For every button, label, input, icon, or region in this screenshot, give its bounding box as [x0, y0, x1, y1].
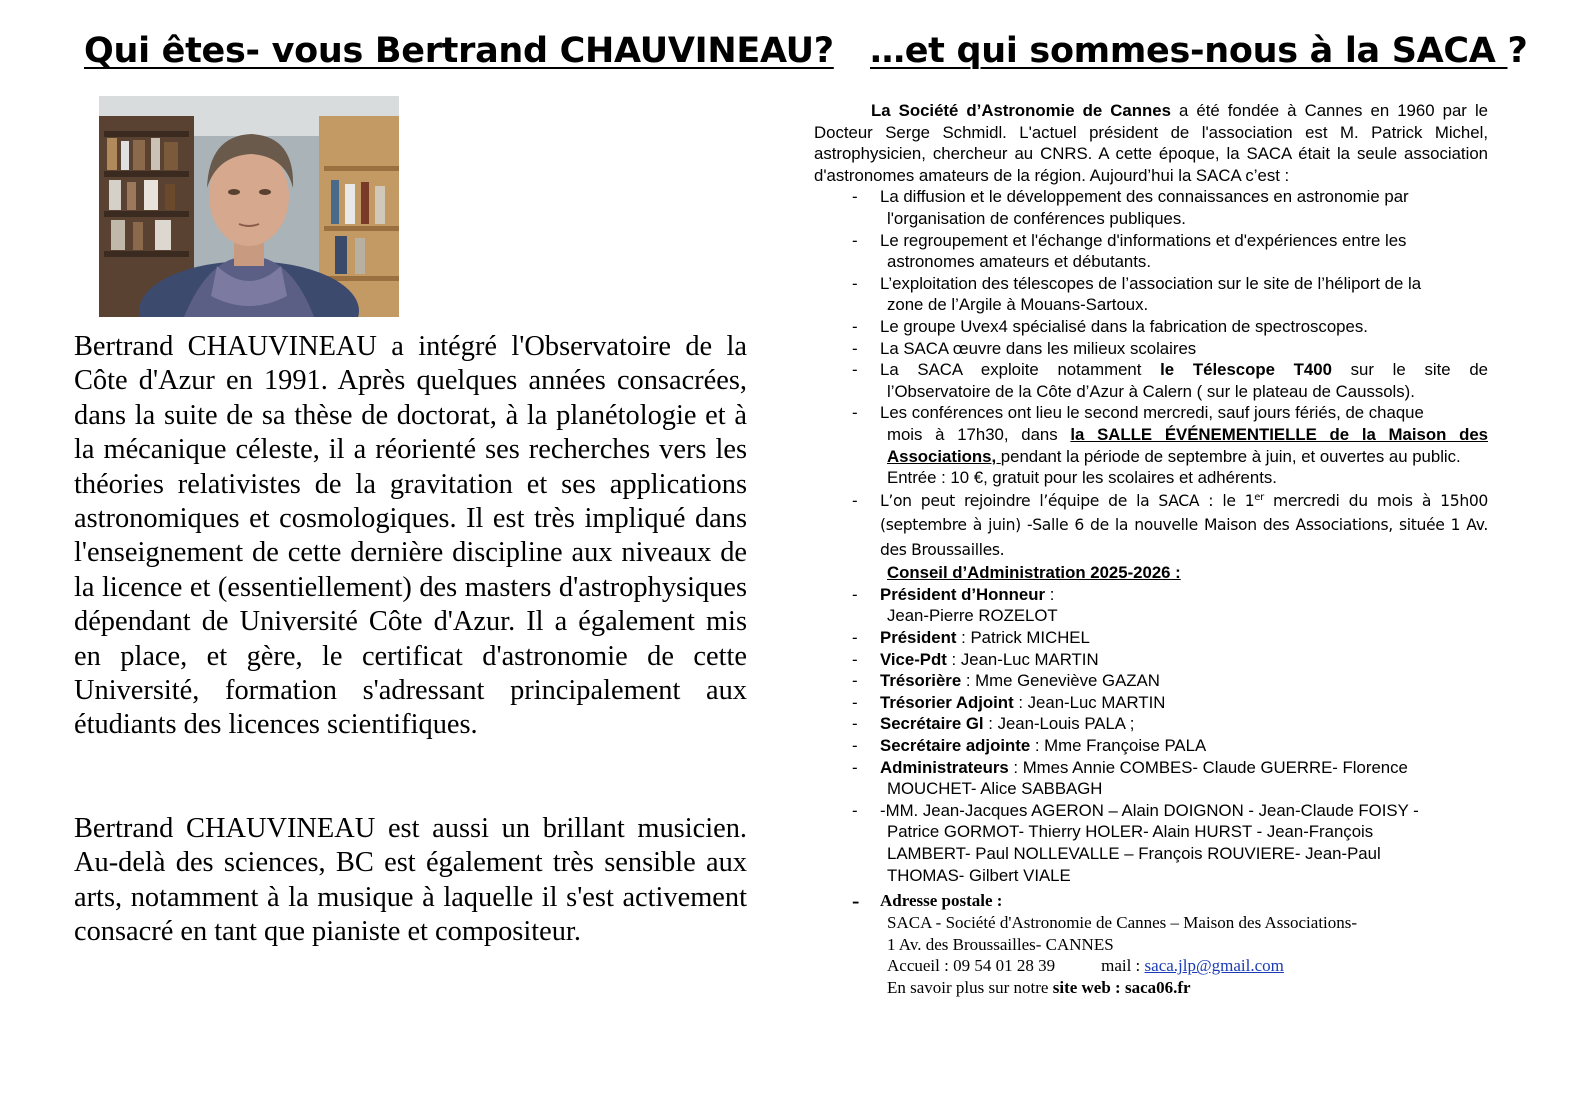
- council-title: Conseil d’Administration 2025-2026 :: [887, 563, 1181, 583]
- list-item-conferences: - Les conférences ont lieu le second mercredi, sauf jours fériés, de chaque: [852, 403, 1424, 423]
- saca-info: La Société d’Astronomie de Cannes a été fondée à Cannes en 1960 par le Docteur Serge Schmidl. L'actuel président de l'association est M. Patrick Michel, astrophysicien, chercheur au CNRS. A cette époque, la SACA était la seule association d'astronomes amateurs de la région. Aujourd’hui la SACA c’est : - La diffusion et le développement des connaissances en astronomie par l'organisation de conférences publiques. - Le regroupement et l'échange d'informations et d'expériences entre les astronomes amateurs et débutants. - L’exploitation des télescopes de l’association sur le site de l’héliport de la zone de l’Argile à Mouans-Sartoux. - Le groupe Uvex4 spécialisé dans la fabrication de spectroscopes. - La SACA œuvre dans les milieux scolaires - La SACA exploite notamment le Télescope T400 sur le site de l’Observatoire de la Côte d’Azur à Calern ( sur le plateau de Caussols). - Les conférences ont lieu le second mercredi, sauf jours fériés, de chaque mois à 17h30, dans la SALLE ÉVÉNEMENTIELLE de la Maison des Associations, pendant la période de septembre à juin, et ouvertes au public. Entrée : 10 €, gratuit pour les scolaires et adhérents. - L’on peut rejoindre l’équipe de la SACA : le 1er mercredi du mois à 15h00 (septembre à juin) -Salle 6 de la nouvelle Maison des Associations, située 1 Av. des Broussailles. Conseil d’Administration 2025-2026 : - Président d’Honneur : Jean-Pierre ROZELOT - Président : Patrick MICHEL - Vice-Pdt : Jean-Luc MARTIN - Trésorière : Mme Geneviève GAZAN - Trésorier Adjoint : Jean-Luc MARTIN - Secrétaire Gl : Jean-Louis PALA ; - Secrétaire adjointe : Mme Françoise PALA - Administrateurs : Mmes Annie COMBES- Claude GUERRE- Florence MOUCHET- Alice SABBAGH - -MM. Jean-Jacques AGERON – Alain DOIGNON - Jean-Claude FOISY - Patrice GORMOT- Thierry HOLER- Alain HURST - Jean-François LAMBERT- Paul NOLLEVALLE – François ROUVIERE- Jean-Paul THOMAS- Gilbert VIALE - Adresse postale : SACA - Société d'Astronomie de Cannes – Maison des Associations- 1 Av. des Broussailles- CANNES Accueil : 09 54 01 28 39 mail : saca.jlp@gmail.com En savoir plus sur notre site web : saca06.fr: [814, 101, 1488, 998]
- portrait-image: [99, 96, 399, 317]
- council-item-men: - -MM. Jean-Jacques AGERON – Alain DOIGNON - Jean-Claude FOISY -: [852, 800, 1419, 820]
- list-item: - La SACA œuvre dans les milieux scolaires: [852, 338, 1197, 358]
- council-item: - Président : Patrick MICHEL: [852, 627, 1090, 647]
- list-item: - Le regroupement et l'échange d'informations et d'expériences entre les: [852, 230, 1407, 250]
- email-link[interactable]: saca.jlp@gmail.com: [1144, 956, 1284, 976]
- council-item: - Administrateurs : Mmes Annie COMBES- Claude GUERRE- Florence: [852, 757, 1408, 777]
- saca-intro: La Société d’Astronomie de Cannes a été fondée à Cannes en 1960 par le Docteur Serge Schmidl. L'actuel président de l'association est M. Patrick Michel, astrophysicien, chercheur au CNRS. A cette époque, la SACA était la seule association d'astronomes amateurs de la région. Aujourd’hui la SACA c’est :: [814, 101, 1488, 185]
- left-title: Qui êtes- vous Bertrand CHAUVINEAU?: [84, 31, 834, 71]
- bio-paragraph-2: Bertrand CHAUVINEAU est aussi un brillant musicien. Au-delà des sciences, BC est également très sensible aux arts, notamment à la musique à laquelle il s'est activement consacré en tant que pianiste et compositeur.: [74, 813, 747, 948]
- council-item: - Trésorière : Mme Geneviève GAZAN: [852, 671, 1160, 691]
- portrait-photo: [99, 96, 399, 317]
- list-item-join: - L’on peut rejoindre l’équipe de la SACA : le 1er mercredi du mois à 15h00 (septembre à juin) -Salle 6 de la nouvelle Maison des Associations, située 1 Av. des Broussailles.: [852, 491, 1488, 559]
- council-item: - Secrétaire adjointe : Mme Françoise PALA: [852, 735, 1207, 755]
- council-item: - Président d’Honneur :: [852, 584, 1055, 604]
- list-item-telescope: - La SACA exploite notamment le Télescope T400 sur le site de: [852, 360, 1488, 380]
- website-link[interactable]: site web : saca06.fr: [1052, 978, 1191, 998]
- council-item: - Vice-Pdt : Jean-Luc MARTIN: [852, 649, 1099, 669]
- council-item: - Trésorier Adjoint : Jean-Luc MARTIN: [852, 692, 1166, 712]
- right-title: …et qui sommes-nous à la SACA ?: [870, 31, 1528, 71]
- list-item: - La diffusion et le développement des connaissances en astronomie par: [852, 187, 1409, 207]
- postal-address: - Adresse postale : SACA - Société d'Astronomie de Cannes – Maison des Associations- 1 Av. des Broussailles- CANNES Accueil : 09 54 01 28 39 mail : saca.jlp@gmail.com En savoir plus sur notre site web : saca06.fr: [852, 888, 1358, 998]
- list-item: - Le groupe Uvex4 spécialisé dans la fabrication de spectroscopes.: [852, 316, 1368, 336]
- list-item: - L’exploitation des télescopes de l’association sur le site de l’héliport de la: [852, 273, 1422, 293]
- bio-paragraph-1: Bertrand CHAUVINEAU a intégré l'Observatoire de la Côte d'Azur en 1991. Après quelques années consacrées, dans la suite de sa thèse de doctorat, à la planétologie et à la mécanique céleste, il a réorienté ses recherches vers les théories relativistes de la gravitation et ses applications astronomiques et cosmologiques. Il est très impliqué dans l'enseignement de cette dernière discipline aux niveaux de la licence et (essentiellement) des masters d'astrophysiques dépendant de Université Côte d'Azur. Il a également mis en place, et gère, le certificat d'astronomie de cette Université, formation s'adressant principalement aux étudiants des licences scientifiques.: [74, 331, 747, 741]
- council-item: - Secrétaire Gl : Jean-Louis PALA ;: [852, 714, 1135, 734]
